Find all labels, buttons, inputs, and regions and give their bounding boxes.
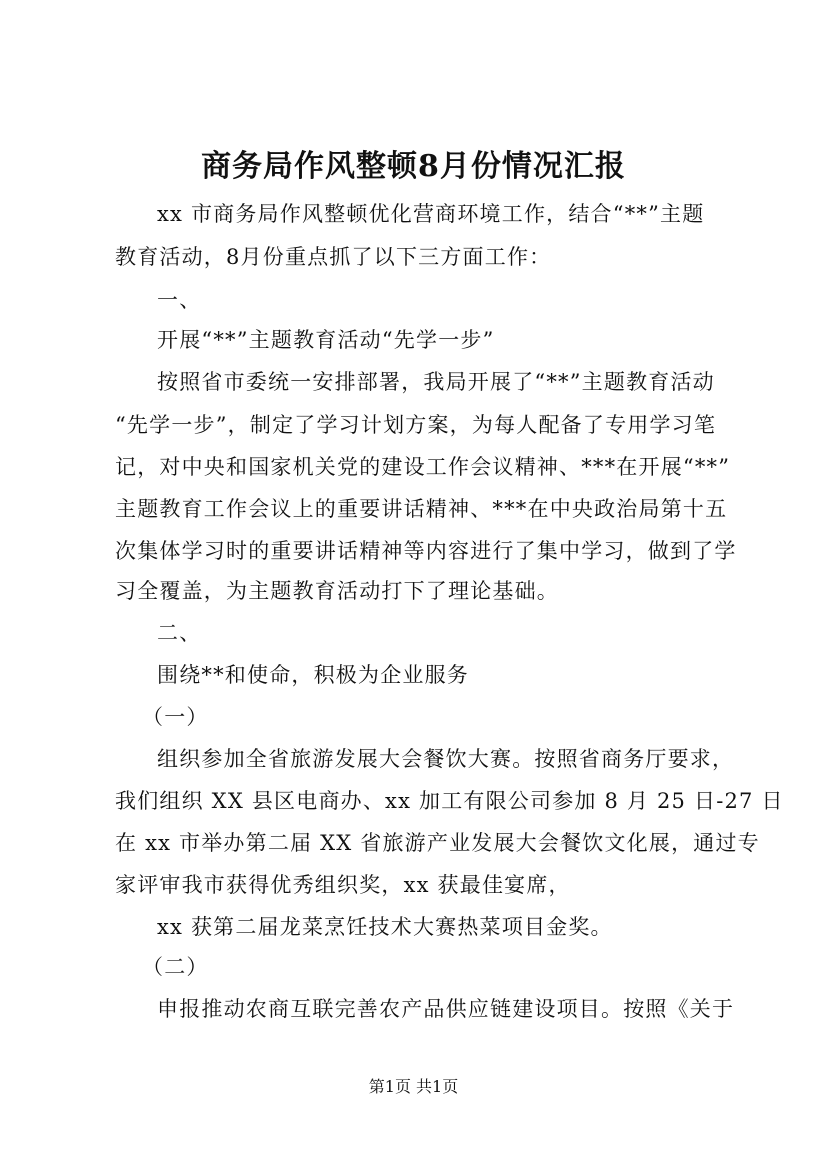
paragraph-line: 在 xx 市举办第二届 XX 省旅游产业发展大会餐饮文化展，通过专 [115, 831, 760, 855]
page-footer: 第1页 共1页 [368, 1077, 459, 1096]
paragraph-line: “先学一步”，制定了学习计划方案，为每人配备了专用学习笔 [115, 413, 717, 437]
paragraph-line: 习全覆盖，为主题教育活动打下了理论基础。 [115, 579, 559, 603]
paragraph-line: 记，对中央和国家机关党的建设工作会议精神、***在开展“**” [115, 455, 731, 479]
section-heading-number: 二、 [157, 621, 202, 645]
paragraph-line: 教育活动，8月份重点抓了以下三方面工作： [115, 245, 552, 269]
document-title: 商务局作风整顿8月份情况汇报 [201, 149, 626, 184]
section-heading: 围绕**和使命，积极为企业服务 [157, 663, 469, 687]
paragraph-line: xx 市商务局作风整顿优化营商环境工作，结合“**”主题 [157, 202, 705, 226]
paragraph-line: xx 获第二届龙菜烹饪技术大赛热菜项目金奖。 [157, 915, 613, 939]
paragraph-line: 主题教育工作会议上的重要讲话精神、***在中央政治局第十五 [115, 497, 728, 521]
paragraph-line: 次集体学习时的重要讲话精神等内容进行了集中学习，做到了学 [115, 539, 737, 563]
section-heading: 开展“**”主题教育活动“先学一步” [157, 328, 495, 352]
subsection-number: （一） [142, 705, 209, 729]
paragraph-line: 我们组织 XX 县区电商办、xx 加工有限公司参加 8 月 25 日-27 日 [115, 789, 784, 813]
paragraph-line: 组织参加全省旅游发展大会餐饮大赛。按照省商务厅要求， [157, 747, 735, 771]
paragraph-line: 按照省市委统一安排部署，我局开展了“**”主题教育活动 [157, 370, 715, 394]
subsection-number: （二） [142, 955, 209, 979]
paragraph-line: 申报推动农商互联完善农产品供应链建设项目。按照《关于 [157, 997, 735, 1021]
paragraph-line: 家评审我市获得优秀组织奖，xx 获最佳宴席， [115, 873, 571, 897]
section-heading-number: 一、 [157, 288, 202, 312]
